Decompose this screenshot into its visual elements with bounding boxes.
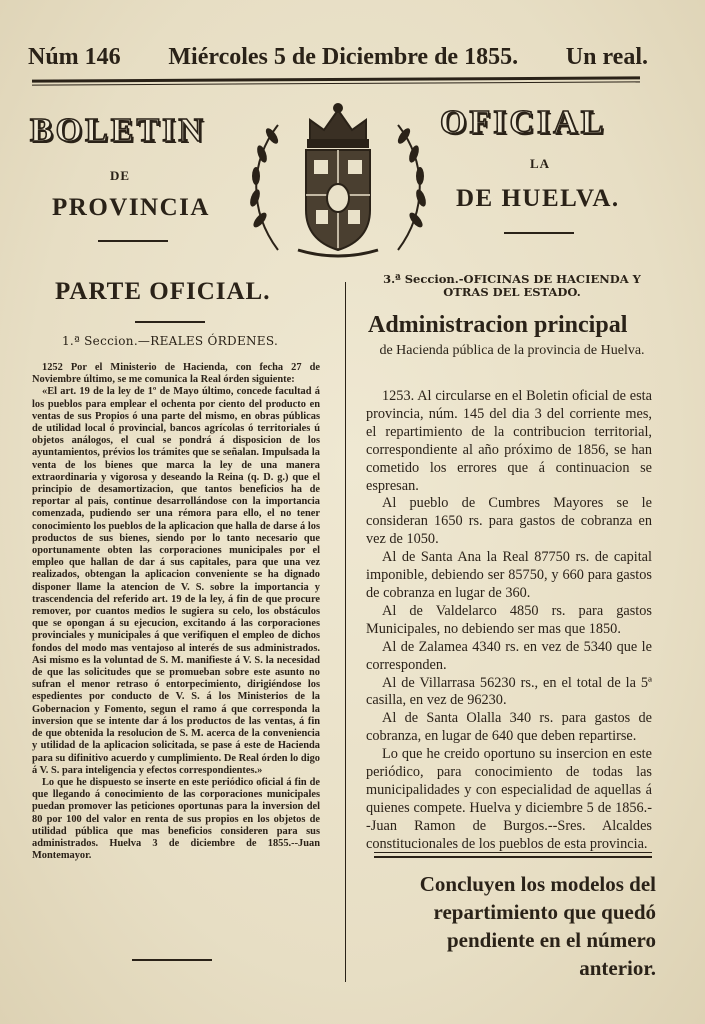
right-rule-thin [374, 852, 652, 853]
issue-number: Núm 146 [28, 44, 121, 70]
title-la: LA [530, 156, 551, 171]
title-provincia: PROVINCIA [52, 194, 210, 221]
section-reales-ordenes: 1.ª Seccion.—REALES ÓRDENES. [62, 334, 279, 348]
left-paragraph: «El art. 19 de la ley de 1º de Mayo último, concede facultad á los pueblos para emplear el ochenta por ciento del producto en ventas de sus Propios ó una parte del mismo, en obras públicas de utilidad local ó provincial, bancos agrícolas ó territoriales ú objetos análogos, el cual se pondrá á disposicion de los ayuntamientos, prévios los trámites que se señalan. Impulsada la venta de los bienes que marca la ley de una manera extraordinaria y vigorosa y deseando la Reina (q. D. g.) que el principio de desamortizacion, que tantos beneficios ha de reportar al pais, continue desarrollándose con la importancia comenzada, pudiendo ser una rémora para ello, el no tener conocimiento los pueblos de la aplicacion que halla de darse á los productos de sus bienes, siendo por lo tanto necesario que oportunamente obten las corporaciones municipales por el empleo que hallan de dar á sus capitales, para que una vez realizados, obtengan la aplicacion conveniente se ha dignado disponer llame la atencion de V. S. sobre la importancia y trascendencia del referido art. 19 de la ley, á fin de que procure remover, por cuantos medios le sugiera su celo, los obstáculos que se opongan á su ejecucion, excitando á las corporaciones provinciales y municipales á que verifiquen el empleo de dichos fondos del modo mas ventajoso al interés de sus administrados. Asi mismo es la voluntad de S. M. manifieste á V. S. la necesidad de que las solicitudes que se promueban sobre este asunto no sufran el menor retraso ó entorpecimiento, dirigiéndose los espedientes por conducto de V. S. á los Ministerios de la Gobernacion y Fomento, segun el ramo á que corresponda la inversion que se intente dar á los productos de las ventas, á fin de que obtenida la resolucion de S. M. acerca de la conveniencia y utilidad de la aplicacion solicitada, se pase á este de Hacienda para su difinitivo acuerdo y cumplimiento. De Real órden lo digo á V. S. para inteligencia y efectos correspondientes.» [32, 386, 320, 776]
right-paragraph: Al de Villarrasa 56230 rs., en el total de la 5ª casilla, en vez de 96230. [366, 674, 652, 709]
coat-of-arms-icon [238, 100, 438, 260]
administracion-heading: Administracion principal [368, 312, 628, 338]
section-oficinas-hacienda: 3.ª Seccion.-OFICINAS DE HACIENDA Y OTRAS DEL ESTADO. [383, 272, 641, 299]
closing-note: Concluyen los modelos del repartimiento que quedó pendiente en el número anterior. [419, 872, 656, 980]
right-paragraph: Al de Zalamea 4340 rs. en vez de 5340 que le corresponden. [366, 638, 652, 673]
parte-oficial-heading: PARTE OFICIAL. [55, 278, 271, 305]
right-paragraph: Al pueblo de Cumbres Mayores se le consideran 1650 rs. para gastos de cobranza en vez de 1050. [366, 495, 652, 548]
ornament-parte [135, 321, 205, 323]
title-boletin: BOLETIN [30, 112, 206, 149]
title-oficial: OFICIAL [440, 104, 607, 141]
right-paragraph: Al de Santa Olalla 340 rs. para gastos de cobranza, en lugar de 640 que deben repartirse. [366, 710, 652, 745]
ornament-left [98, 240, 168, 242]
right-paragraph: Al de Valdelarco 4850 rs. para gastos Municipales, no debiendo ser mas que 1850. [366, 602, 652, 637]
right-paragraph: 1253. Al circularse en el Boletin oficial de esta provincia, núm. 145 del dia 3 del corriente mes, el repartimiento de la contribucion territorial, correspondiente al año próximo de 1856, se han cometido los errores que á continuacion se espresan. [366, 388, 652, 494]
title-de: DE [110, 168, 131, 183]
issue-price: Un real. [565, 44, 648, 70]
ornament-right [504, 232, 574, 234]
left-article [32, 362, 320, 862]
right-paragraph: Lo que he creido oportuno su insercion en este periódico, para conocimiento de todas las municipalidades y con especialidad de aquellas á quienes compete. Huelva y diciembre 5 de 1856.--Juan Ramon de Burgos.--Sres. Alcaldes constitucionales de los pueblos de esta provincia. [366, 746, 652, 852]
right-paragraph: Al de Santa Ana la Real 87750 rs. de capital imponible, debiendo ser 85750, y 660 para gastos de cobranza en lugar de 360. [366, 549, 652, 601]
right-rule-thick [374, 856, 652, 858]
right-article [366, 388, 652, 854]
title-huelva: DE HUELVA. [456, 185, 620, 212]
column-divider [345, 282, 346, 982]
left-paragraph: Lo que he dispuesto se inserte en este periódico oficial á fin de que llegando á conocimiento de las corporaciones municipales puedan promover las peticiones oportunas para la inversion del 80 por 100 del valor en renta de sus propios en los objetos de utilidad pública que mas beneficios consideren para sus administrados. Huelva 3 de diciembre de 1855.--Juan Montemayor. [32, 776, 320, 862]
issue-date: Miércoles 5 de Diciembre de 1855. [168, 44, 519, 70]
administracion-subheading: de Hacienda pública de la provincia de Huelva. [379, 343, 645, 358]
left-end-rule [132, 959, 212, 961]
dateline [28, 44, 648, 71]
left-paragraph: 1252 Por el Ministerio de Hacienda, con fecha 27 de Noviembre último, se me comunica la Real órden siguiente: [32, 362, 320, 386]
